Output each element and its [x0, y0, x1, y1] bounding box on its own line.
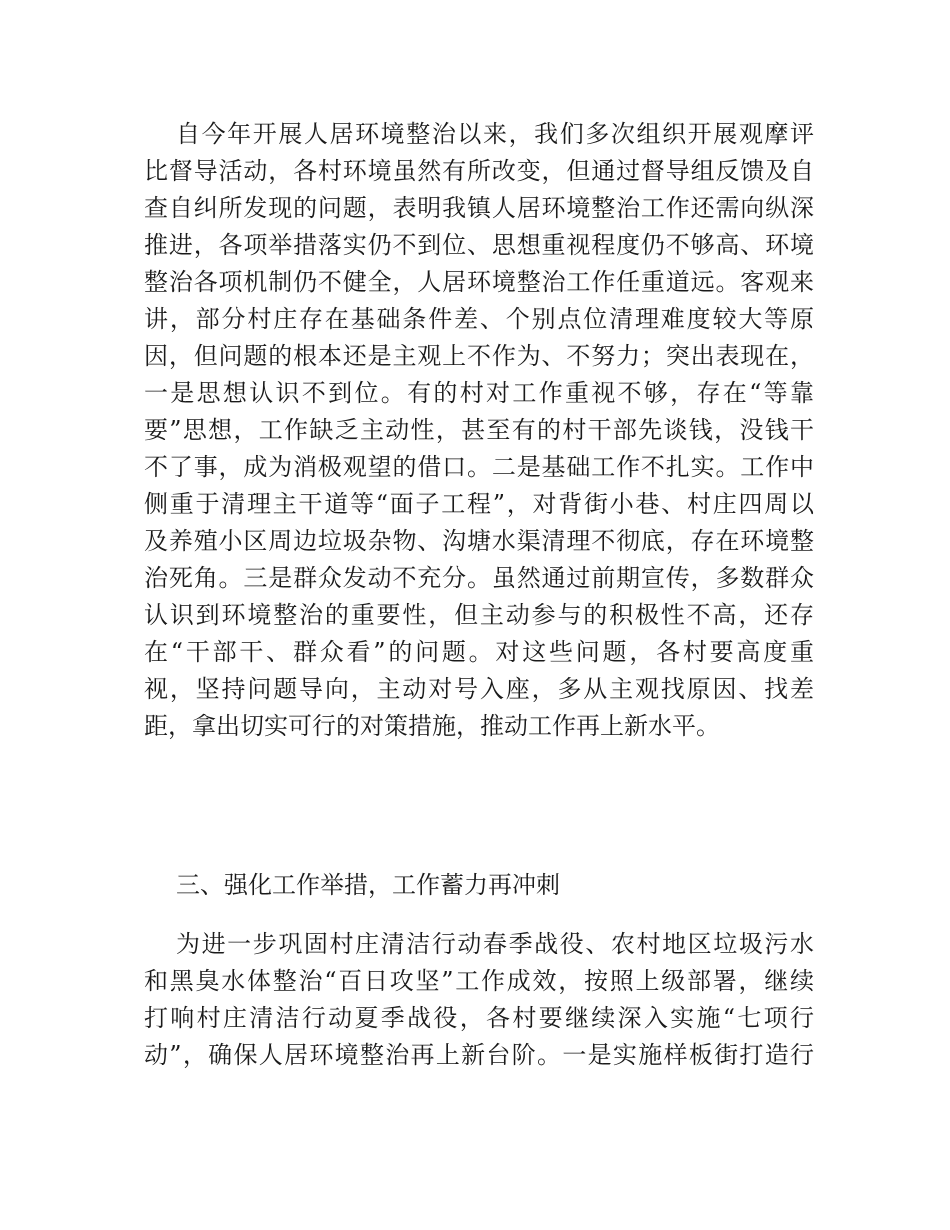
- text-line: 比督导活动，各村环境虽然有所改变，但通过督导组反馈及自: [144, 157, 814, 185]
- text-line: 一是思想认识不到位。有的村对工作重视不够，存在“等靠: [144, 379, 814, 407]
- section-heading: [144, 867, 814, 904]
- text-line: 动”，确保人居环境整治再上新台阶。一是实施样板街打造行: [144, 1041, 814, 1069]
- body-paragraph-2: [144, 926, 814, 1074]
- text-line: 为进一步巩固村庄清洁行动春季战役、农村地区垃圾污水: [176, 930, 814, 958]
- text-line: 距，拿出切实可行的对策措施，推动工作再上新水平。: [144, 712, 720, 740]
- text-line: 要”思想，工作缺乏主动性，甚至有的村干部先谈钱，没钱干: [144, 416, 814, 444]
- text-line: 不了事，成为消极观望的借口。二是基础工作不扎实。工作中: [144, 453, 814, 481]
- text-line: 因，但问题的根本还是主观上不作为、不努力；突出表现在，: [144, 342, 814, 370]
- text-line: 查自纠所发现的问题，表明我镇人居环境整治工作还需向纵深: [144, 194, 814, 222]
- text-line: 视，坚持问题导向，主动对号入座，多从主观找原因、找差: [144, 675, 814, 703]
- text-line: 讲，部分村庄存在基础条件差、个别点位清理难度较大等原: [144, 305, 814, 333]
- section-heading-text: 三、强化工作举措，工作蓄力再冲刺: [176, 871, 560, 899]
- text-line: 在“干部干、群众看”的问题。对这些问题，各村要高度重: [144, 638, 814, 666]
- text-line: 和黑臭水体整治“百日攻坚”工作成效，按照上级部署，继续: [144, 967, 814, 995]
- text-line: 自今年开展人居环境整治以来，我们多次组织开展观摩评: [176, 120, 814, 148]
- text-line: 及养殖小区周边垃圾杂物、沟塘水渠清理不彻底，存在环境整: [144, 527, 814, 555]
- text-line: 推进，各项举措落实仍不到位、思想重视程度仍不够高、环境: [144, 231, 814, 259]
- text-line: 侧重于清理主干道等“面子工程”，对背街小巷、村庄四周以: [144, 490, 814, 518]
- text-line: 整治各项机制仍不健全，人居环境整治工作任重道远。客观来: [144, 268, 814, 296]
- text-line: 打响村庄清洁行动夏季战役，各村要继续深入实施“七项行: [144, 1004, 814, 1032]
- text-line: 治死角。三是群众发动不充分。虽然通过前期宣传，多数群众: [144, 564, 814, 592]
- text-line: 认识到环境整治的重要性，但主动参与的积极性不高，还存: [144, 601, 814, 629]
- body-paragraph-1: [144, 116, 814, 745]
